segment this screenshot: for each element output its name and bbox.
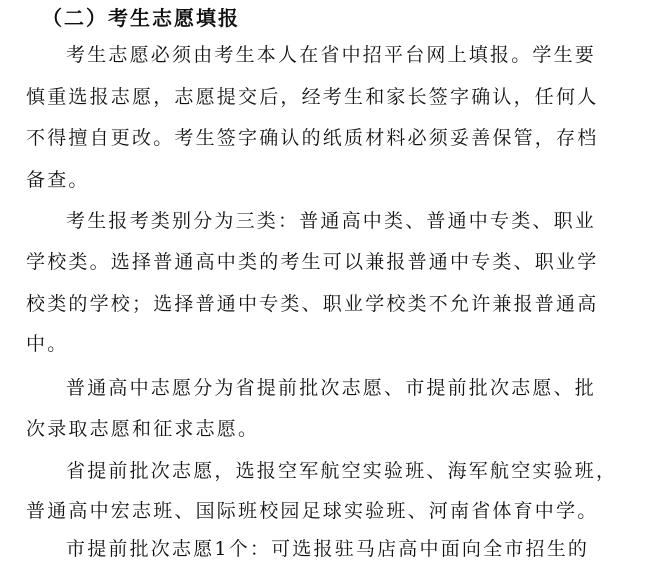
paragraph-line: 校类的学校；选择普通中专类、职业学校类不允许兼报普通高: [26, 293, 599, 315]
paragraph-line: 慎重选报志愿，志愿提交后，经考生和家长签字确认，任何人: [26, 86, 599, 108]
section-heading: （二）考生志愿填报: [42, 6, 240, 30]
paragraph-line: 中。: [26, 333, 69, 355]
paragraph-line: 不得擅自更改。考生签字确认的纸质材料必须妥善保管，存档: [26, 127, 599, 149]
paragraph-line: 省提前批次志愿，选报空军航空实验班、海军航空实验班，: [66, 460, 618, 482]
paragraph-line: 次录取志愿和征求志愿。: [26, 418, 260, 440]
paragraph-line: 普通高中志愿分为省提前批次志愿、市提前批次志愿、批: [66, 377, 597, 399]
paragraph-line: 学校类。选择普通高中类的考生可以兼报普通中专类、职业学: [26, 251, 599, 273]
paragraph-line: 普通高中宏志班、国际班校园足球实验班、河南省体育中学。: [26, 500, 599, 522]
paragraph-line: 市提前批次志愿1个：可选报驻马店高中面向全市招生的: [66, 538, 590, 560]
paragraph-line: 考生报考类别分为三类：普通高中类、普通中专类、职业: [66, 210, 597, 232]
paragraph-line: 考生志愿必须由考生本人在省中招平台网上填报。学生要: [66, 44, 597, 66]
paragraph-line: 备查。: [26, 169, 90, 191]
